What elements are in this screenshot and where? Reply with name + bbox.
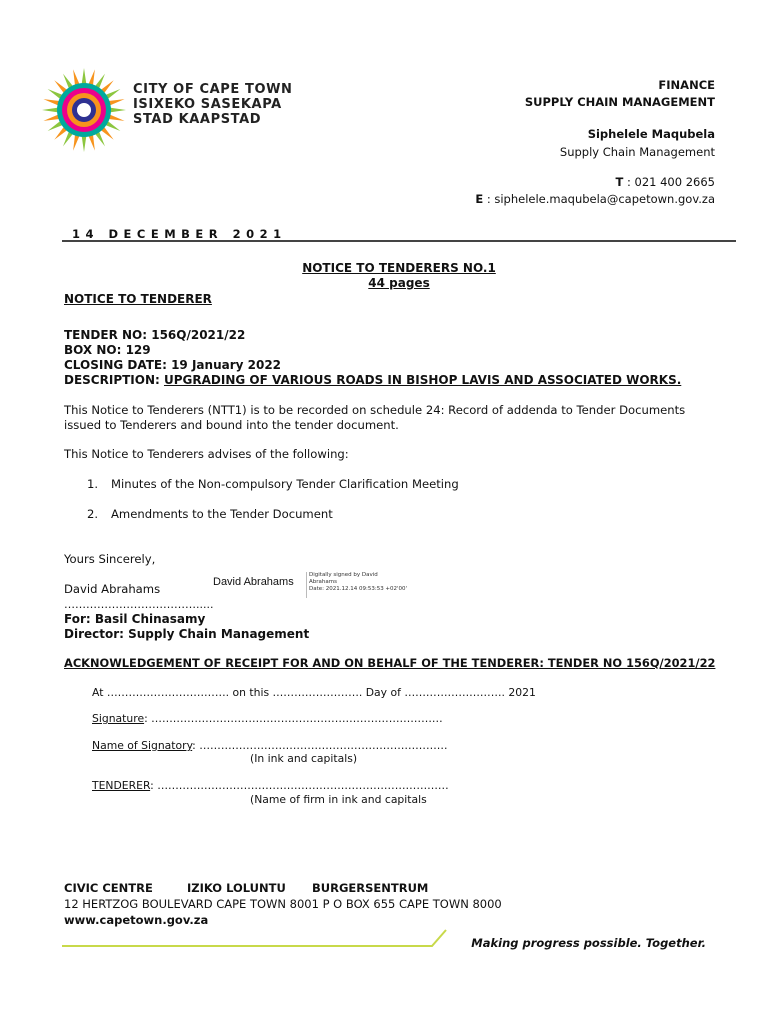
signer-name: David Abrahams (64, 582, 161, 596)
footer-swoosh-icon (60, 920, 460, 950)
list-item (87, 477, 459, 492)
logo-ray (73, 69, 79, 85)
contact-phone (615, 175, 715, 189)
footer-address: 12 HERTZOG BOULEVARD CAPE TOWN 8001 P O BOX 655 CAPE TOWN 8000 (64, 897, 502, 911)
logo-ray (108, 99, 124, 105)
paragraph-1-line-1: This Notice to Tenderers (NTT1) is to be recorded on schedule 24: Record of addenda to Tender Documents (64, 403, 686, 417)
logo-ray (110, 108, 126, 113)
box-number: BOX NO: 129 (64, 343, 151, 357)
contact-name: Siphelele Maqubela (587, 127, 715, 141)
signature-detail-1: Digitally signed by David (309, 572, 378, 578)
notice-title: NOTICE TO TENDERERS NO.1 (302, 261, 496, 275)
contact-email (475, 192, 715, 206)
footer-burgersentrum: BURGERSENTRUM (312, 881, 429, 895)
yours-sincerely: Yours Sincerely, (64, 552, 156, 566)
email-label: E (475, 192, 484, 206)
signature-dots: ………………………………..... (64, 598, 214, 611)
list-item-number: 2. (87, 507, 99, 521)
logo-ray (43, 114, 59, 120)
tenderer-label: TENDERER (92, 779, 151, 792)
signature-detail-2: Abrahams (309, 579, 337, 585)
logo-line-3: STAD KAAPSTAD (133, 112, 262, 127)
logo-ray (108, 114, 124, 120)
notice-subtitle: NOTICE TO TENDERER (64, 292, 212, 306)
signature-label: Signature (92, 712, 145, 725)
footer-iziko-loluntu: IZIKO LOLUNTU (187, 881, 286, 895)
logo-line-2: ISIXEKO SASEKAPA (133, 97, 282, 112)
digital-signature-details (309, 572, 407, 593)
logo-ray (88, 69, 94, 85)
list-item-number: 1. (87, 477, 99, 491)
notice-pages: 44 pages (368, 276, 430, 290)
list-item-text: Amendments to the Tender Document (111, 507, 333, 521)
description (64, 373, 681, 388)
logo-ray (82, 136, 87, 152)
digital-signature-name: David Abrahams (213, 576, 294, 588)
contact-title: Supply Chain Management (559, 145, 715, 159)
name-of-signatory-label: Name of Signatory (92, 739, 193, 752)
closing-date: CLOSING DATE: 19 January 2022 (64, 358, 282, 372)
logo-ray (82, 68, 87, 84)
logo-ray (42, 108, 58, 113)
header-dept-scm: SUPPLY CHAIN MANAGEMENT (524, 95, 715, 109)
tender-number: TENDER NO: 156Q/2021/22 (64, 328, 246, 342)
logo-ray (73, 134, 79, 150)
name-hint: (In ink and capitals) (250, 752, 358, 765)
paragraph-1-line-2: issued to Tenderers and bound into the tender document. (64, 418, 399, 432)
ack-at-line: At ……………………………. on this ……………………. Day of ………………………. 2021 (92, 686, 536, 699)
ack-heading: ACKNOWLEDGEMENT OF RECEIPT FOR AND ON BEHALF OF THE TENDERER: TENDER NO 156Q/2021/22 (64, 656, 716, 670)
ack-name-line (92, 739, 448, 752)
phone-value: : 021 400 2665 (623, 175, 715, 189)
phone-label: T (615, 175, 624, 189)
for-name: For: Basil Chinasamy (64, 612, 206, 626)
description-value: UPGRADING OF VARIOUS ROADS IN BISHOP LAVIS AND ASSOCIATED WORKS. (163, 373, 682, 387)
signature-dots-field: : ……………………………………………………………………… (144, 712, 443, 725)
footer-website[interactable]: www.capetown.gov.za (64, 913, 209, 927)
logo-ray (43, 99, 59, 105)
director-title: Director: Supply Chain Management (64, 627, 310, 641)
letter-date: 14 DECEMBER 2021 (72, 227, 287, 241)
name-of-signatory-dots: : …………………………………………………………… (192, 739, 448, 752)
list-item (87, 507, 333, 522)
footer-slogan: Making progress possible. Together. (471, 936, 706, 950)
list-item-text: Minutes of the Non-compulsory Tender Clarification Meeting (111, 477, 459, 491)
signature-divider (306, 572, 307, 598)
city-logo-icon (40, 66, 128, 154)
paragraph-2: This Notice to Tenderers advises of the following: (64, 447, 349, 461)
email-value[interactable]: : siphelele.maqubela@capetown.gov.za (483, 192, 715, 206)
logo-ray (88, 134, 94, 150)
signature-detail-3: Date: 2021.12.14 09:53:53 +02'00' (309, 586, 408, 592)
tenderer-hint: (Name of firm in ink and capitals (250, 793, 427, 806)
header-dept-finance: FINANCE (658, 78, 715, 92)
date-divider (62, 240, 736, 242)
description-label: DESCRIPTION: (64, 373, 164, 387)
ack-signature-line (92, 712, 443, 725)
logo-line-1: CITY OF CAPE TOWN (133, 82, 293, 97)
footer-civic-centre: CIVIC CENTRE (64, 881, 153, 895)
ack-tenderer-line (92, 779, 449, 792)
tenderer-dots: : ……………………………………………………………………… (150, 779, 449, 792)
